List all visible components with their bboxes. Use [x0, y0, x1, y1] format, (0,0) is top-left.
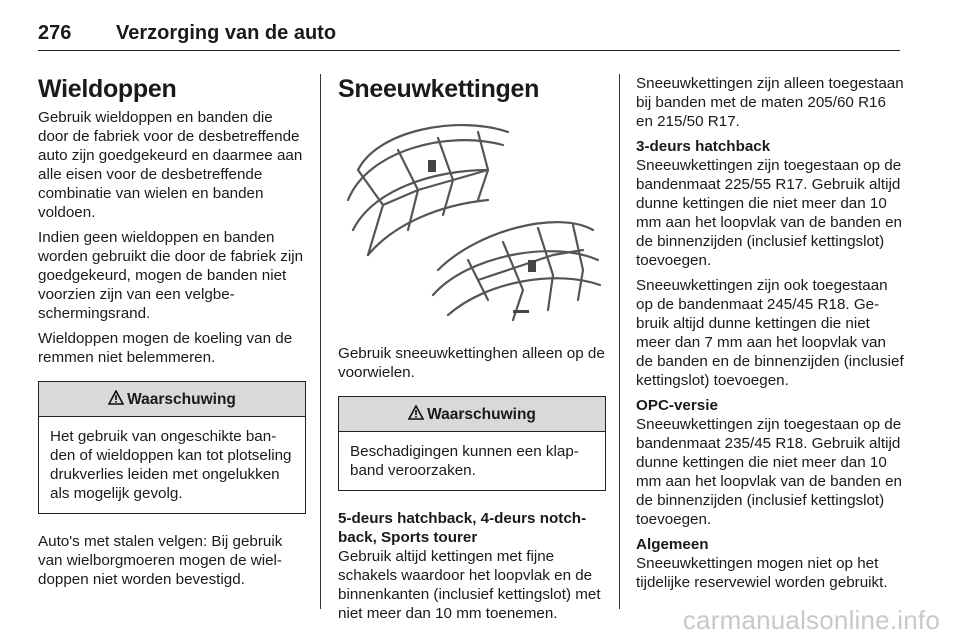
paragraph: Sneeuwkettingen mogen niet op het tijdelijke reservewiel worden gebruikt.	[636, 555, 888, 591]
warning-header	[39, 382, 305, 417]
snow-chains-illustration	[338, 110, 602, 330]
warning-text: Het gebruik van ongeschikte banden of wieldoppen kan tot plotseling drukverlies leiden met ongelukken als mogelijk gevolg.	[50, 428, 292, 502]
paragraph: Sneeuwkettingen zijn alleen toegestaan bij banden met de maten 205/60 R16 en 215/50 R17.	[636, 75, 904, 130]
paragraph: Auto's met stalen velgen: Bij gebruik van wielborgmoeren mogen de wieldoppen niet worden bevestigd.	[38, 533, 283, 588]
subheading: 5-deurs hatchback, 4-deurs notchback, Sports tourer	[338, 510, 587, 546]
paragraph: Gebruik sneeuwkettinghen alleen op de voorwielen.	[338, 345, 605, 381]
paragraph: Gebruik wieldoppen en banden die door de fabriek voor de desbetreffende auto zijn goedgekeurd en daarmee aan alle eisen voor de desbetreffende combinatie van wielen en banden voldoen.	[38, 109, 303, 221]
watermark: carmanualsonline.info	[682, 605, 940, 635]
warning-box	[38, 381, 306, 514]
subheading: Algemeen	[636, 536, 709, 553]
column-sneeuwkettingen	[338, 74, 606, 623]
section-heading-wieldoppen: Wieldoppen	[38, 75, 177, 103]
warning-title: Waarschuwing	[127, 390, 236, 408]
warning-header	[339, 397, 605, 432]
paragraph: Wieldoppen mogen de koeling van de remmen niet belemmeren.	[38, 330, 293, 366]
paragraph: Sneeuwkettingen zijn ook toegestaan op de bandenmaat 245/45 R18. Gebruik altijd dunne kettingen die niet meer dan 7 mm aan het loopvlak van de banden en de binnenzijden (inclusief kettingslot) toevoegen.	[636, 277, 904, 389]
paragraph: Sneeuwkettingen zijn toegestaan op de bandenmaat 225/55 R17. Gebruik altijd dunne kettingen die niet meer dan 10 mm aan het loopvlak van de banden en de binnenzijden (inclusief kettingslot) toevoegen.	[636, 157, 902, 269]
subheading: OPC-versie	[636, 397, 718, 414]
column-divider	[320, 74, 321, 609]
paragraph: Sneeuwkettingen zijn toegestaan op de bandenmaat 235/45 R18. Gebruik altijd dunne kettingen die niet meer dan 10 mm aan het loopvlak van de banden en de binnenzijden (inclusief kettingslot) toevoegen.	[636, 416, 902, 528]
column-wieldoppen	[38, 74, 306, 595]
column-divider	[619, 74, 620, 609]
paragraph: Indien geen wieldoppen en banden worden gebruikt die door de fabriek zijn goedgekeurd, mogen de banden niet voorzien zijn van een velgbeschermingsrand.	[38, 229, 304, 322]
paragraph: Gebruik altijd kettingen met fijne schakels waardoor het loopvlak en de binnenkanten (inclusief kettingslot) met niet meer dan 10 mm toenemen.	[338, 548, 601, 622]
page-number: 276	[38, 22, 72, 44]
subheading: 3-deurs hatchback	[636, 138, 771, 155]
page-title: Verzorging van de auto	[116, 22, 337, 44]
warning-triangle-icon	[108, 390, 124, 409]
column-sneeuwkettingen-continued	[636, 74, 904, 598]
warning-title: Waarschuwing	[427, 405, 536, 423]
page-header	[38, 14, 900, 51]
section-heading-sneeuwkettingen: Sneeuwkettingen	[338, 75, 540, 103]
warning-text: Beschadigingen kunnen een klapband veroorzaken.	[350, 443, 579, 479]
warning-box	[338, 396, 606, 491]
warning-triangle-icon	[408, 405, 424, 424]
